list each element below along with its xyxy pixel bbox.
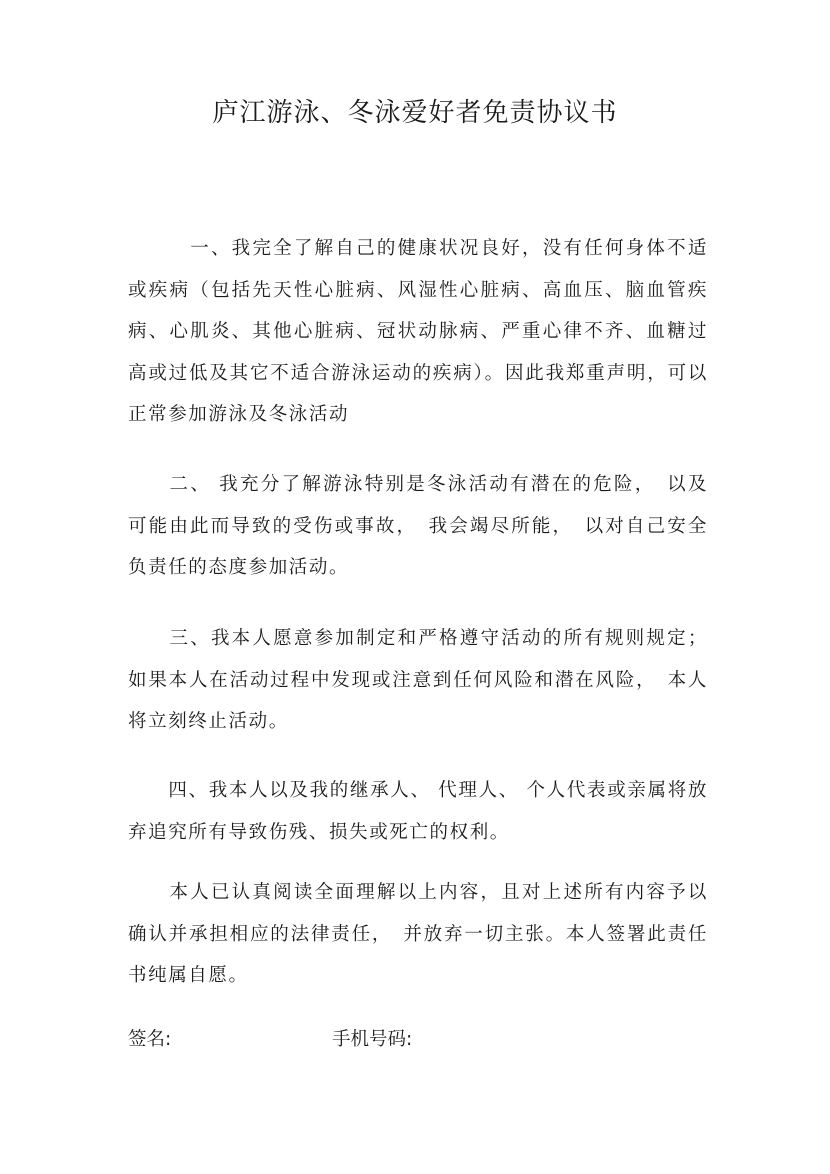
- phone-number-label: 手机号码:: [332, 1029, 413, 1050]
- signature-label: 签名:: [128, 1029, 172, 1050]
- consent-statement: 本人已认真阅读全面理解以上内容，且对上述所有内容予以确认并承担相应的法律责任， 并放弃一切主张。本人签署此责任书纯属自愿。: [128, 882, 708, 986]
- clause-1: 一、我完全了解自己的健康状况良好，没有任何身体不适或疾病（包括先天性心脏病、风湿性心脏病、高血压、脑血管疾病、心肌炎、其他心脏病、冠状动脉病、严重心律不齐、血糖过高或过低及其它不适合游泳运动的疾病）。因此我郑重声明，可以正常参加游泳及冬泳活动: [128, 238, 708, 425]
- clause-2: 二、 我充分了解游泳特别是冬泳活动有潜在的危险， 以及可能由此而导致的受伤或事故， 我会竭尽所能， 以对自己安全负责任的态度参加活动。: [128, 474, 708, 578]
- document-title: 庐江游泳、冬泳爱好者免责协议书: [212, 98, 618, 128]
- clause-3: 三、我本人愿意参加制定和严格遵守活动的所有规则规定；如果本人在活动过程中发现或注意到任何风险和潜在风险， 本人将立刻终止活动。: [128, 628, 708, 732]
- clause-4: 四、我本人以及我的继承人、 代理人、 个人代表或亲属将放弃追究所有导致伤残、损失或死亡的权利。: [128, 780, 708, 843]
- signature-row: [128, 1024, 708, 1064]
